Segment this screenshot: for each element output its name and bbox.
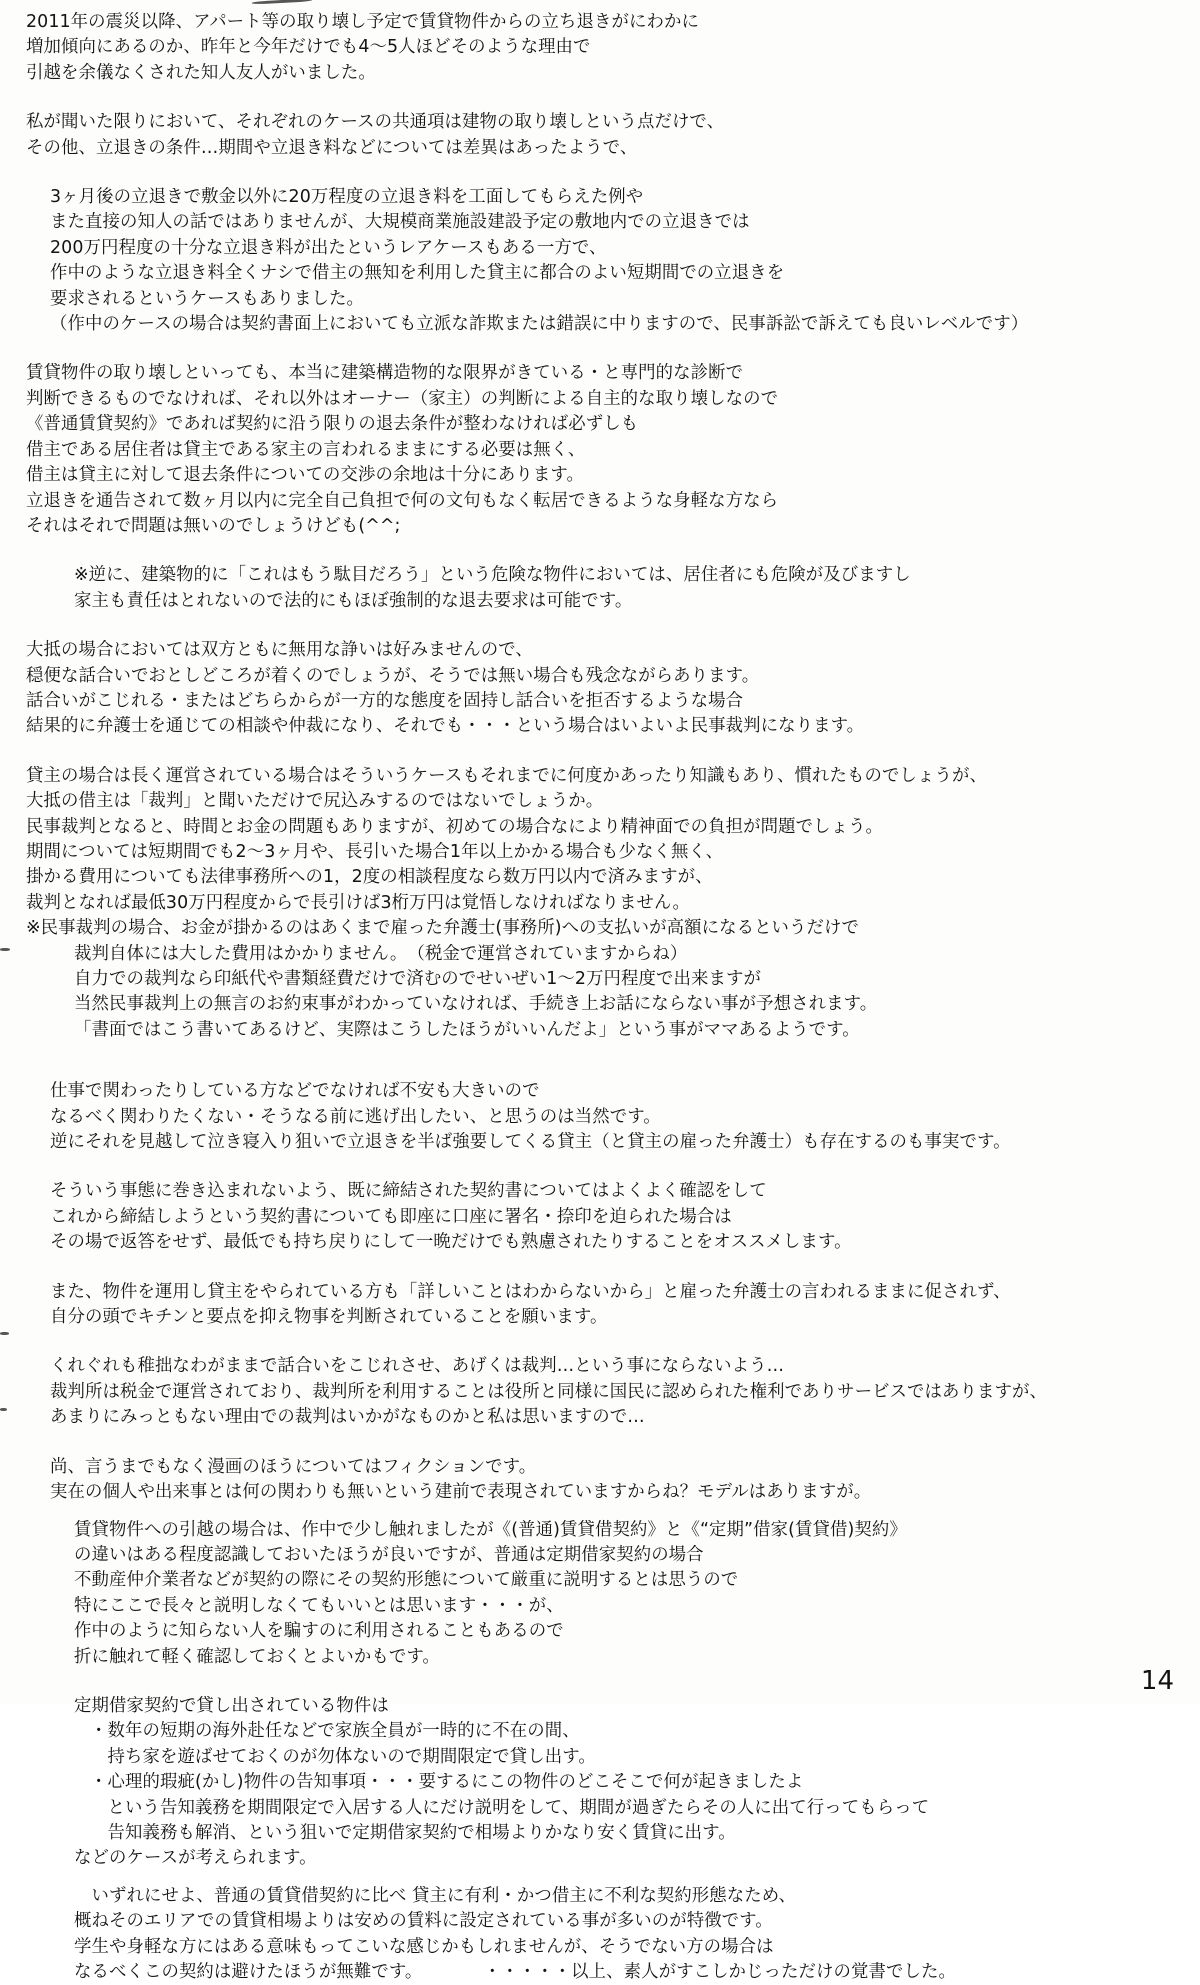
- text-line: 200万円程度の十分な立退き料が出たというレアケースもある一方で、: [50, 237, 607, 258]
- text-line: 大抵の借主は「裁判」と聞いただけで尻込みするのではないでしょうか。: [26, 791, 604, 812]
- paragraph: [26, 1455, 1174, 1506]
- text-line: 定期借家契約で貸し出されている物件は: [74, 1695, 389, 1716]
- text-line: 結果的に弁護士を通じての相談や仲裁になり、それでも・・・という場合はいよいよ民事裁判になります。: [26, 716, 865, 737]
- paragraph-spacer: [26, 740, 1174, 764]
- paragraph: [26, 1719, 1174, 1846]
- text-line: 学生や身軽な方にはある意味もってこいな感じかもしれませんが、そうでない方の場合は: [74, 1936, 774, 1957]
- paragraph: [26, 916, 1174, 941]
- text-line: なるべく関わりたくない・そうなる前に逃げ出したい、と思うのは当然です。: [50, 1106, 661, 1127]
- text-line: 貸主の場合は長く運営されている場合はそういうケースもそれまでに何度かあったり知識もあり、慣れたものでしょうが、: [26, 765, 987, 786]
- text-line: 賃貸物件への引越の場合は、作中で少し触れましたが《(普通)賃貸借契約》と《“定期”借家(賃貸借)契約》: [74, 1519, 907, 1540]
- paragraph: [26, 185, 1174, 337]
- text-line: また、物件を運用し貸主をやられている方も「詳しいことはわからないから」と雇った弁護士の言われるままに促されず、: [50, 1281, 1011, 1302]
- paragraph: [26, 1079, 1174, 1155]
- paragraph: [26, 361, 1174, 539]
- text-line: 立退きを通告されて数ヶ月以内に完全自己負担で何の文句もなく転居できるような身軽な方なら: [26, 490, 779, 511]
- text-line: 告知義務も解消、という狙いで定期借家契約で相場よりかなり安く賃貸に出す。: [90, 1822, 736, 1843]
- text-line: ・心理的瑕疵(かし)物件の告知事項・・・要するにこの物件のどこそこで何が起きましたよ: [90, 1772, 804, 1793]
- paragraph: [26, 1694, 1174, 1719]
- text-line: 話合いがこじれる・またはどちらからが一方的な態度を固持し話合いを拒否するような場合: [26, 690, 744, 711]
- text-line: 私が聞いた限りにおいて、それぞれのケースの共通項は建物の取り壊しという点だけで、: [26, 112, 725, 133]
- text-line: 特にここで長々と説明しなくてもいいとは思います・・・が、: [74, 1595, 564, 1616]
- text-line: ※民事裁判の場合、お金が掛かるのはあくまで雇った弁護士(事務所)への支払いが高額になるというだけで: [26, 918, 860, 939]
- text-line: 実在の個人や出来事とは何の関わりも無いという建前で表現されていますからね？モデルはありますが。: [50, 1482, 872, 1503]
- paragraph: [26, 563, 1174, 614]
- text-line: ※逆に、建築物的に「これはもう駄目だろう」という危険な物件においては、居住者にも危険が及びますし: [74, 565, 911, 586]
- paragraph-spacer: [26, 614, 1174, 638]
- text-line: 穏便な話合いでおとしどころが着くのでしょうが、そうでは無い場合も残念ながらあります。: [26, 665, 760, 686]
- paragraph-spacer: [26, 1431, 1174, 1455]
- paragraph-spacer: [26, 1872, 1174, 1884]
- text-line: その場で返答をせず、最低でも持ち戻りにして一晩だけでも熟慮されたりすることをオススメします。: [50, 1232, 852, 1253]
- text-line: 当然民事裁判上の無言のお約束事がわかっていなければ、手続き上お話にならない事が予想されます。: [74, 994, 878, 1015]
- paragraph-spacer: [26, 161, 1174, 185]
- text-line: なるべくこの契約は避けたほうが無難です。 ・・・・・以上、素人がすこしかじっただけの覚書でした。: [74, 1962, 956, 1982]
- page-number: 14: [1140, 1666, 1174, 1696]
- paragraph-spacer: [26, 1256, 1174, 1280]
- text-line: 尚、言うまでもなく漫画のほうについてはフィクションです。: [50, 1456, 537, 1477]
- paragraph: [26, 1280, 1174, 1331]
- text-line: 判断できるものでなければ、それ以外はオーナー（家主）の判断による自主的な取り壊しなので: [26, 388, 779, 409]
- text-line: 家主も責任はとれないので法的にもほぼ強制的な退去要求は可能です。: [74, 590, 633, 611]
- text-line: 裁判自体には大した費用はかかりません。 （税金で運営されていますからね）: [74, 943, 688, 964]
- text-line: 折に触れて軽く確認しておくとよいかもです。: [74, 1646, 440, 1667]
- text-line: などのケースが考えられます。: [74, 1848, 317, 1869]
- text-line: それはそれで問題は無いのでしょうけども(^^;: [26, 515, 401, 536]
- text-line: 裁判所は税金で運営されており、裁判所を利用することは役所と同様に国民に認められた権利でありサービスではありますが、: [50, 1381, 1047, 1402]
- text-line: という告知義務を期間限定で入居する人にだけ説明をして、期間が過ぎたらその人に出て行ってもらって: [90, 1797, 930, 1818]
- paragraph-spacer: [26, 1155, 1174, 1179]
- paragraph-spacer: [26, 1670, 1174, 1694]
- text-line: 概ねそのエリアでの賃貸相場よりは安めの賃料に設定されている事が多いのが特徴です。: [74, 1911, 773, 1932]
- text-line: 作中のような立退き料全くナシで借主の無知を利用した貸主に都合のよい短期間での立退きを: [50, 263, 785, 284]
- paragraph-spacer: [26, 539, 1174, 563]
- text-line: 自分の頭でキチンと要点を抑え物事を判断されていることを願います。: [50, 1307, 608, 1328]
- text-line: の違いはある程度認識しておいたほうが良いですが、普通は定期借家契約の場合: [74, 1544, 704, 1565]
- paragraph: [26, 110, 1174, 161]
- text-line: 不動産仲介業者などが契約の際にその契約形態について厳重に説明するとは思うので: [74, 1570, 739, 1591]
- text-line: そういう事態に巻き込まれないよう、既に締結された契約書についてはよくよく確認をして: [50, 1181, 767, 1202]
- text-line: 期間については短期間でも2～3ヶ月や、長引いた場合1年以上かかる場合も少なく無く、: [26, 841, 724, 862]
- text-line: 「書面ではこう書いてあるけど、実際はこうしたほうがいいんだよ」という事がママあるようです。: [74, 1019, 860, 1040]
- paragraph: [26, 1354, 1174, 1430]
- paragraph: [26, 764, 1174, 916]
- paragraph: [26, 1518, 1174, 1670]
- text-line: 大抵の場合においては双方ともに無用な諍いは好みませんので、: [26, 640, 533, 661]
- text-line: 持ち家を遊ばせておくのが勿体ないので期間限定で貸し出す。: [90, 1746, 596, 1767]
- text-line: 仕事で関わったりしている方などでなければ不安も大きいので: [50, 1081, 540, 1102]
- paragraph-spacer: [26, 1506, 1174, 1518]
- text-line: 掛かる費用についても法律事務所への1，2度の相談程度なら数万円以内で済みますが、: [26, 867, 713, 888]
- text-line: 逆にそれを見越して泣き寝入り狙いで立退きを半ば強要してくる貸主（と貸主の雇った弁護士）も存在するのも事実です。: [50, 1132, 1011, 1153]
- paragraph: [26, 1846, 1174, 1871]
- text-line: 自力での裁判なら印紙代や書類経費だけで済むのでせいぜい1～2万円程度で出来ますが: [74, 969, 761, 989]
- text-line: 《普通賃貸契約》であれば契約に沿う限りの退去条件が整わなければ必ずしも: [26, 414, 639, 435]
- text-line: 作中のように知らない人を騙すのに利用されることもあるので: [74, 1621, 564, 1642]
- text-line: くれぐれも稚拙なわがままで話合いをこじれさせ、あげくは裁判…という事にならないよう…: [50, 1356, 785, 1377]
- text-line: 借主である居住者は貸主である家主の言われるままにする必要は無く、: [26, 439, 586, 460]
- paragraph-spacer: [26, 337, 1174, 361]
- paragraph-spacer: [26, 1330, 1174, 1354]
- text-line: ・数年の短期の海外赴任などで家族全員が一時的に不在の間、: [90, 1721, 580, 1742]
- text-line: 賃貸物件の取り壊しといっても、本当に建築構造物的な限界がきている・と専門的な診断で: [26, 363, 744, 384]
- text-line: 裁判となれば最低30万円程度からで長引けば3桁万円は覚悟しなければなりません。: [26, 892, 691, 913]
- paragraph: [26, 1179, 1174, 1255]
- text-line: 2011年の震災以降、アパート等の取り壊し予定で賃貸物件からの立ち退きがにわかに: [26, 12, 699, 32]
- text-line: いずれにせよ、普通の賃貸借契約に比べ 貸主に有利・かつ借主に不利な契約形態なため、: [74, 1885, 797, 1906]
- text-line: 引越を余儀なくされた知人友人がいました。: [26, 62, 376, 83]
- text-line: 借主は貸主に対して退去条件についての交渉の余地は十分にあります。: [26, 465, 584, 486]
- text-line: （作中のケースの場合は契約書面上においても立派な詐欺または錯誤に中りますので、民事訴訟で訴えても良いレベルです）: [50, 314, 1029, 335]
- text-line: 3ヶ月後の立退きで敷金以外に20万程度の立退き料を工面してもらえた例や: [50, 187, 644, 208]
- paragraph: [26, 638, 1174, 740]
- text-line: 増加傾向にあるのか、昨年と今年だけでも4～5人ほどそのような理由で: [26, 37, 591, 58]
- paragraph: [26, 1884, 1174, 1985]
- text-line: 要求されるというケースもありました。: [50, 288, 364, 309]
- paragraph-spacer: [26, 1043, 1174, 1079]
- text-line: また直接の知人の話ではありませんが、大規模商業施設建設予定の敷地内での立退きでは: [50, 212, 750, 233]
- paragraph-spacer: [26, 86, 1174, 110]
- text-line: これから締結しようという契約書についても即座に口座に署名・捺印を迫られた場合は: [50, 1206, 732, 1227]
- text-line: あまりにみっともない理由での裁判はいかがなものかと私は思いますので…: [50, 1407, 645, 1428]
- text-line: 民事裁判となると、時間とお金の問題もありますが、初めての場合なにより精神面での負担が問題でしょう。: [26, 816, 884, 837]
- text-line: その他、立退きの条件…期間や立退き料などについては差異はあったようで、: [26, 137, 638, 158]
- paragraph: [26, 942, 1174, 1044]
- paragraph: [26, 10, 1174, 86]
